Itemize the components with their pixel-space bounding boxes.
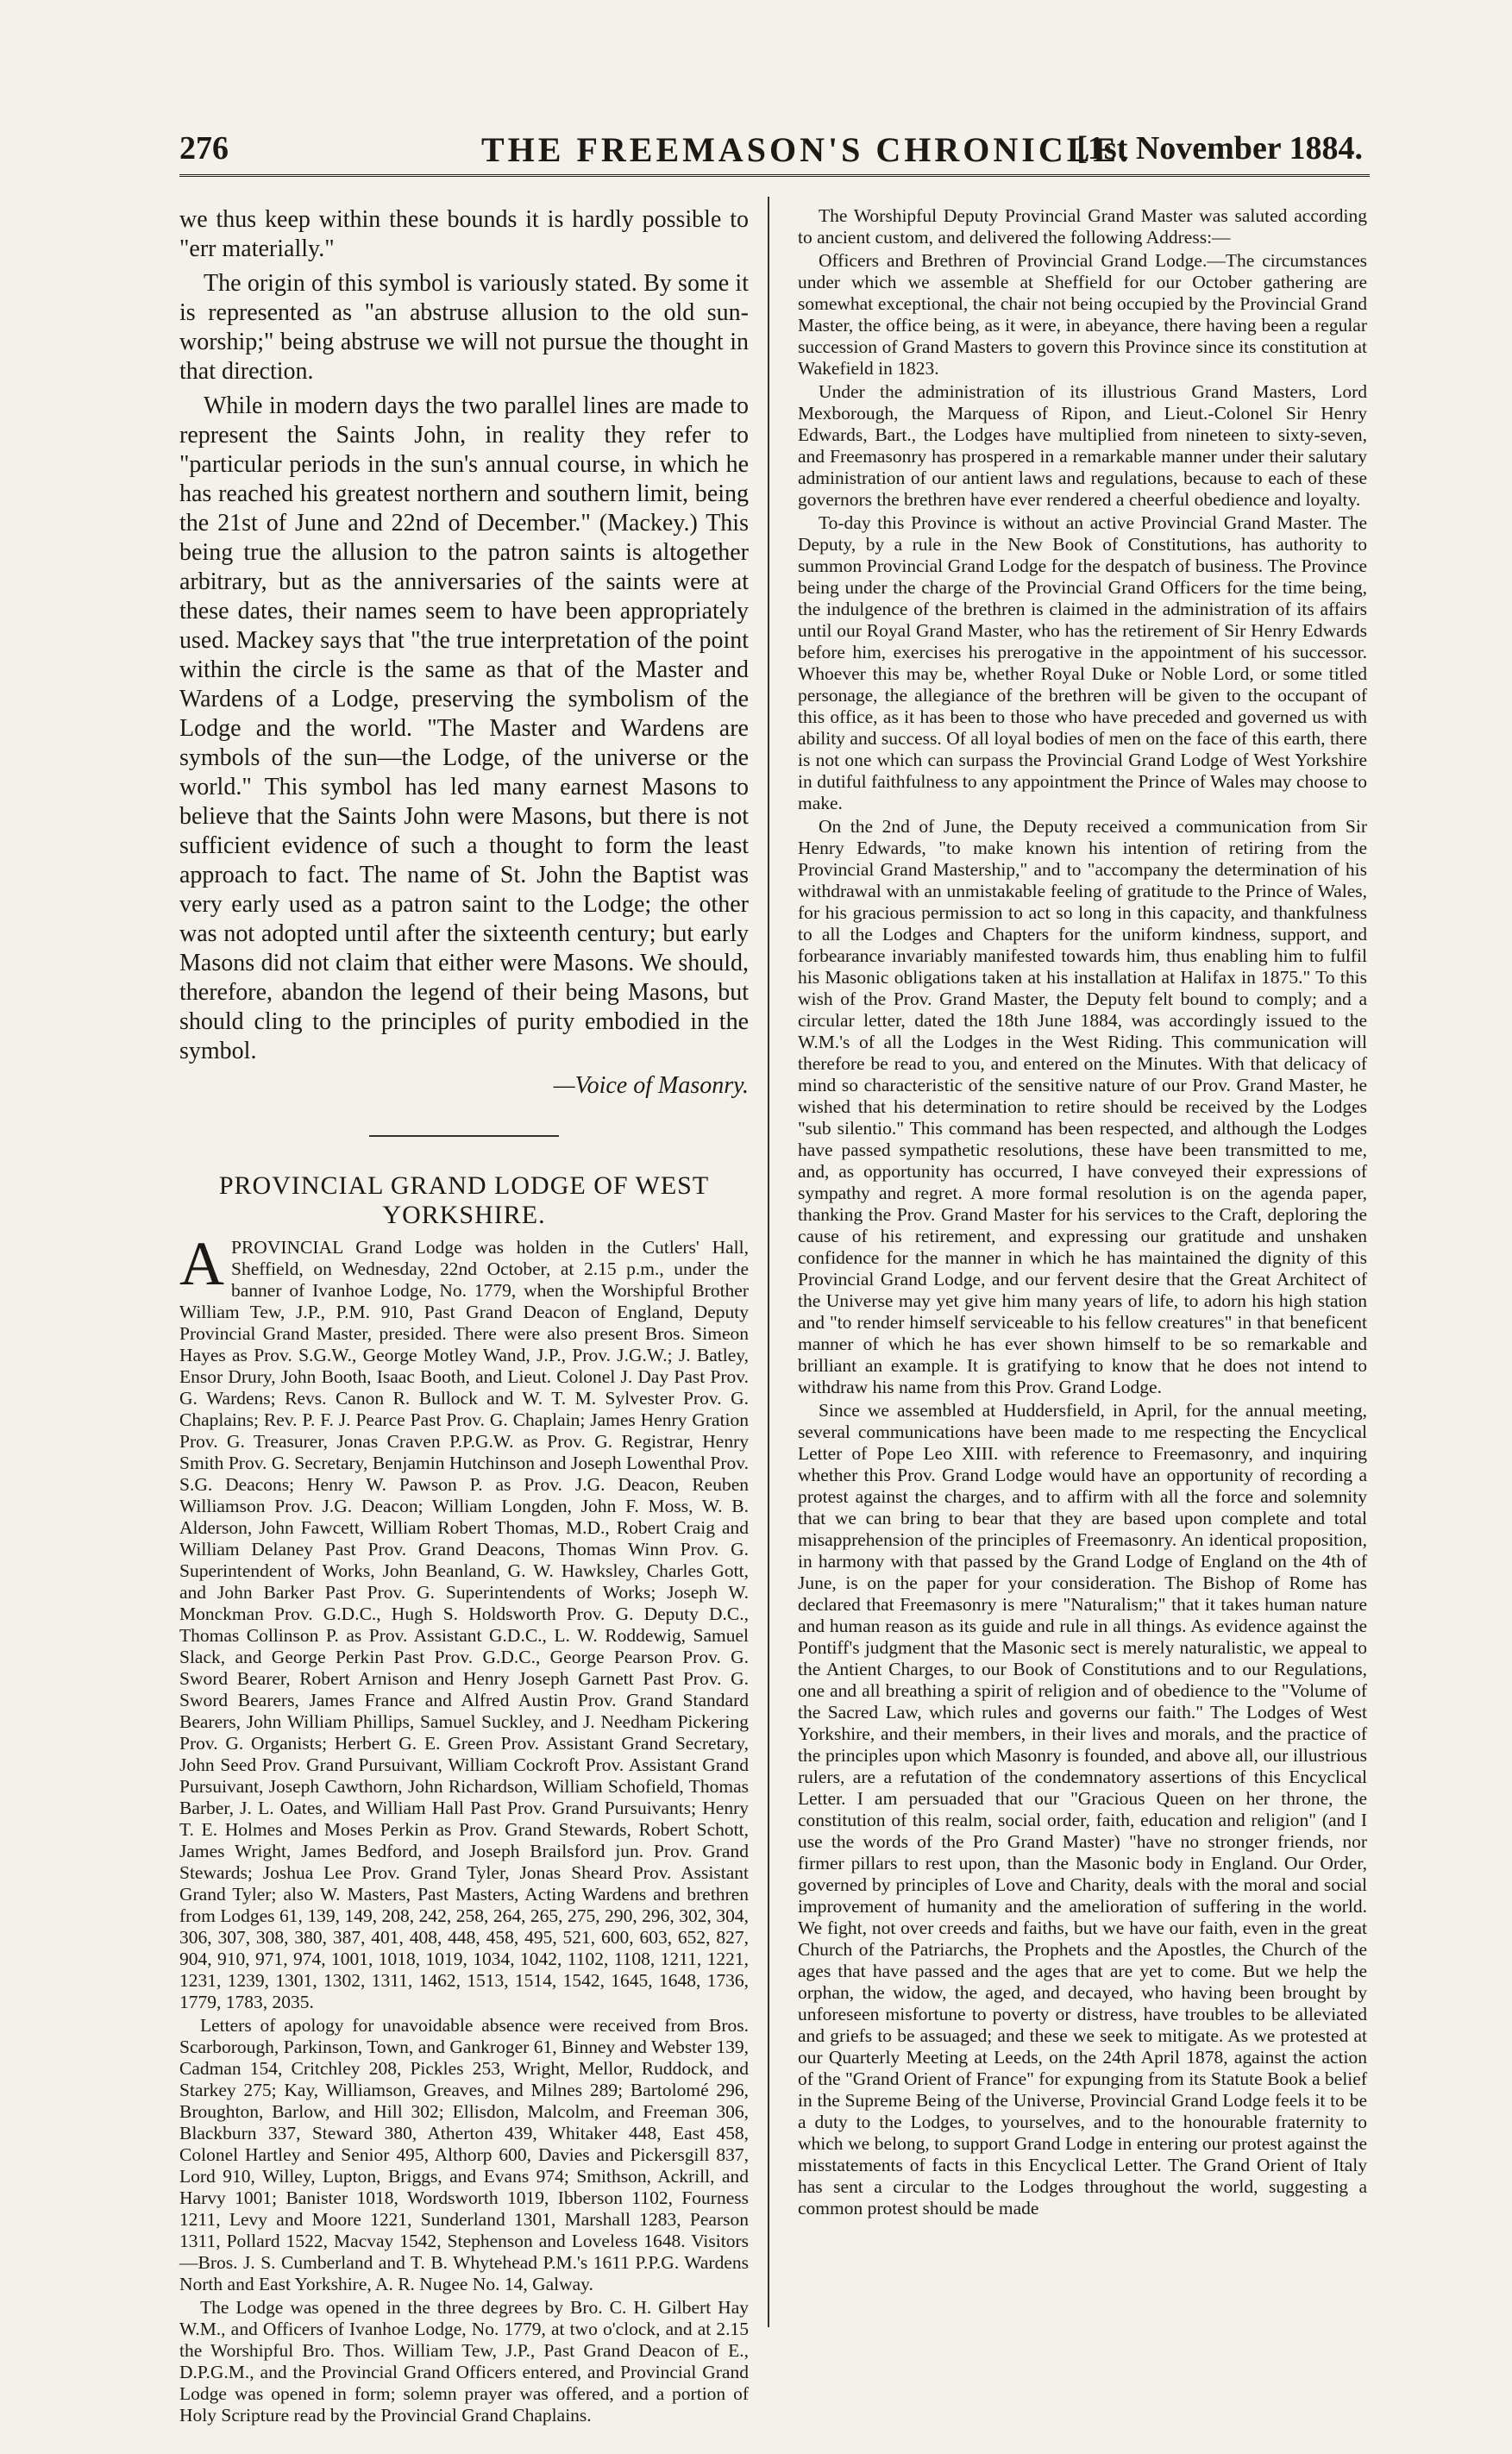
paragraph: On the 2nd of June, the Deputy received a communication from Sir Henry Edwards, "to make known his intention of retiring from the Provincial Grand Mastership," and to "accompany the determination of his withdrawal with an unmistakable feeling of gratitude to the Prince of Wales, for his gracious permission to act so long in this capacity, and thankfulness to all the Lodges and Chapters for the uniform kindness, support, and forbearance invariably manifested towards him, thus enabling him to fulfil his Masonic obligations taken at his installation at Halifax in 1875." To this wish of the Prov. Grand Master, the Deputy felt bound to comply; and a circular letter, dated the 18th June 1884, was accordingly issued to the W.M.'s of all the Lodges in the West Riding. This communication will therefore be read to you, and entered on the Minutes. With that delicacy of mind so characteristic of the sensitive nature of our Prov. Grand Master, he wished that his determination to retire should be received by the Lodges "sub silentio." This command has been respected, and although the Lodges have passed sympathetic resolutions, these have been transmitted to me, and, as opportunity has occurred, I have conveyed their expressions of sympathy and regret. A more formal resolution is on the agenda paper, thanking the Prov. Grand Master for his services to the Craft, deploring the cause of his retirement, and expressing our gratitude and unshaken confidence for the manner in which he has maintained the dignity of this Provincial Grand Lodge, and our fervent desire that the Great Architect of the Universe may yet give him many years of life, to adorn his high station and "to render himself serviceable to his fellow creatures" in that beneficent manner of which he has ever shown himself to be so remarkable and brilliant an example. It is gratifying to know that he does not intend to withdraw his name from this Prov. Grand Lodge. <box>798 816 1367 1397</box>
paragraph <box>179 1229 749 2013</box>
section-divider <box>369 1135 559 1137</box>
issue-date: [1st November 1884. <box>1076 130 1363 166</box>
page-number: 276 <box>179 130 229 166</box>
paragraph: The origin of this symbol is variously stated. By some it is represented as "an abstruse allusion to the old sun-worship;" being abstruse we will not pursue the thought in that direction. <box>179 270 749 385</box>
paragraph: The Lodge was opened in the three degrees by Bro. C. H. Gilbert Hay W.M., and Officers of Ivanhoe Lodge, No. 1779, at two o'clock, and at 2.15 the Worshipful Bro. Thos. William Tew, J.P., Past Grand Deacon of E., D.P.G.M., and the Provincial Grand Officers entered, and Provincial Grand Lodge was opened in form; solemn prayer was offered, and a portion of Holy Scripture read by the Provincial Grand Chaplains. <box>179 2297 749 2426</box>
publication-title: THE FREEMASON'S CHRONICLE. <box>481 130 1132 169</box>
paragraph: While in modern days the two parallel lines are made to represent the Saints John, in reality they refer to "particular periods in the sun's annual course, in which he has reached his greatest northern and southern limit, being the 21st of June and 22nd of December." (Mackey.) This being true the allusion to the patron saints is altogether arbitrary, but as the anniversaries of the saints were at these dates, their names seem to have been appropriately used. Mackey says that "the true interpretation of the point within the circle is the same as that of the Master and Wardens of a Lodge, preserving the symbolism of the Lodge and the world. "The Master and Wardens are symbols of the sun—the Lodge, of the universe or the world." This symbol has led many earnest Masons to believe that the Saints John were Masons, but there is not sufficient evidence of such a thought to form the least approach to fact. The name of St. John the Baptist was very early used as a patron saint to the Lodge; the other was not adopted until after the sixteenth century; but early Masons did not claim that either were Masons. We should, therefore, abandon the legend of their being Masons, but should cling to the principles of purity embodied in the symbol. <box>179 392 749 1064</box>
paragraph: Since we assembled at Huddersfield, in April, for the annual meeting, several communications have been made to me respecting the Encyclical Letter of Pope Leo XIII. with reference to Freemasonry, and inquiring whether this Prov. Grand Lodge would have an opportunity of recording a protest against the charges, and to affirm with all the force and solemnity that we can bring to bear that they are based upon complete and total misapprehension of the principles of Freemasonry. An identical proposition, in harmony with that passed by the Grand Lodge of England on the 4th of June, is on the paper for your consideration. The Bishop of Rome has declared that Freemasonry is mere "Naturalism;" that it takes human nature and human reason as its guide and rule in all things. As evidence against the Pontiff's judgment that the Masonic sect is merely naturalistic, we appeal to the Antient Charges, to our Book of Constitutions and to our Regulations, one and all breathing a spirit of religion and of obedience to the "Volume of the Sacred Law, which rules and governs our faith." The Lodges of West Yorkshire, and their members, in their lives and morals, and the practice of the principles upon which Masonry is founded, and above all, our illustrious rulers, are a refutation of the condemnatory assertions of this Encyclical Letter. I am persuaded that our "Gracious Queen on her throne, the constitution of this realm, social order, faith, education and religion" (and I use the words of the Pro Grand Master) "have no stronger friends, nor firmer pillars to rest upon, than the Masonic body in England. Our Order, governed by principles of Love and Charity, deals with the moral and social improvement of humanity and the amelioration of suffering in the world. We fight, not over creeds and faiths, but we have our faith, even in the great Church of the Patriarchs, the Prophets and the Apostles, the Church of the ages that have passed and the ages that are yet to come. But we help the orphan, the widow, the aged, and decayed, who having been brought by unforeseen misfortune to poverty or distress, have troubles to be alleviated and griefs to be assuaged; and these we seek to mitigate. As we protested at our Quarterly Meeting at Leeds, on the 24th April 1878, against the action of the "Grand Orient of France" for expunging from its Statute Book a belief in the Supreme Being of the Universe, Provincial Grand Lodge feels it to be a duty to the Lodges, to yourselves, and to the honourable fraternity to which we belong, to support Grand Lodge in entering our protest against the misstatements of facts in this Encyclical Letter. The Grand Orient of Italy has sent a circular to the Lodges throughout the world, suggesting a common protest should be made <box>798 1400 1367 2219</box>
paragraph: Under the administration of its illustrious Grand Masters, Lord Mexborough, the Marquess of Ripon, and Lieut.-Colonel Sir Henry Edwards, Bart., the Lodges have multiplied from nineteen to sixty-seven, and Freemasonry has prospered in a remarkable manner under their salutary administration of our antient laws and regulations, because to each of these governors the brethren have ever rendered a cheerful obedience and loyalty. <box>798 381 1367 510</box>
paragraph: we thus keep within these bounds it is hardly possible to "err materially." <box>179 206 749 262</box>
paragraph: The Worshipful Deputy Provincial Grand Master was saluted according to ancient custom, and delivered the following Address:— <box>798 205 1367 248</box>
column-rule <box>768 197 769 2327</box>
article-source: —Voice of Masonry. <box>553 1072 749 1099</box>
drop-cap: A <box>179 1229 224 1298</box>
left-column <box>179 205 749 2426</box>
paragraph: Letters of apology for unavoidable absence were received from Bros. Scarborough, Parkinson, Town, and Gankroger 61, Binney and Webster 139, Cadman 154, Critchley 208, Pickles 253, Wright, Mellor, Ruddock, and Starkey 275; Kay, Williamson, Greaves, and Milnes 289; Bartolomé 296, Broughton, Barlow, and Hill 302; Ellisdon, Malcolm, and Freeman 306, Blackburn 337, Steward 380, Atherton 439, Whitaker 448, East 458, Colonel Hartley and Senior 495, Althorp 600, Davies and Pickersgill 837, Lord 910, Willey, Lupton, Briggs, and Evans 974; Smithson, Ackrill, and Harvy 1001; Banister 1018, Wordsworth 1019, Ibberson 1102, Fourness 1211, Levy and Moore 1221, Sunderland 1301, Marshall 1283, Pearson 1311, Pollard 1522, Macvay 1542, Stephenson and Loveless 1648. Visitors—Bros. J. S. Cumberland and T. B. Whytehead P.M.'s 1611 P.P.G. Wardens North and East Yorkshire, A. R. Nugee No. 14, Galway. <box>179 2015 749 2294</box>
article-heading: PROVINCIAL GRAND LODGE OF WEST YORKSHIRE. <box>218 1171 710 1229</box>
right-column <box>798 205 1367 2327</box>
page-header <box>179 129 1370 177</box>
paragraph: To-day this Province is without an active Provincial Grand Master. The Deputy, by a rule in the New Book of Constitutions, has authority to summon Provincial Grand Lodge for the despatch of business. The Province being under the charge of the Provincial Grand Officers for the time being, the indulgence of the brethren is claimed in the administration of its affairs until our Royal Grand Master, who has the retirement of Sir Henry Edwards before him, exercises his prerogative in the appointment of his successor. Whoever this may be, whether Royal Duke or Noble Lord, or some titled personage, the allegiance of the brethren will be given to the occupant of this office, as it has been to those who have preceded and governed us with ability and success. Of all loyal bodies of men on the face of this earth, there is not one which can surpass the Provincial Grand Lodge of West Yorkshire in dutiful faithfulness to any appointment the Prince of Wales may choose to make. <box>798 512 1367 813</box>
paragraph: Officers and Brethren of Provincial Grand Lodge.—The circumstances under which we assemble at Sheffield for our October gathering are somewhat exceptional, the chair not being occupied by the Provincial Grand Master, the office being, as it were, in abeyance, there having been a regular succession of Grand Masters to govern this Province since its constitution at Wakefield in 1823. <box>798 250 1367 379</box>
paragraph-text: PROVINCIAL Grand Lodge was holden in the Cutlers' Hall, Sheffield, on Wednesday, 22nd October, at 2.15 p.m., under the banner of Ivanhoe Lodge, No. 1779, when the Worshipful Brother William Tew, J.P., P.M. 910, Past Grand Deacon of England, Deputy Provincial Grand Master, presided. There were also present Bros. Simeon Hayes as Prov. S.G.W., George Motley Wand, J.P., Prov. J.G.W.; J. Batley, Ensor Drury, John Booth, Isaac Booth, and Lieut. Colonel J. Day Past Prov. G. Wardens; Revs. Canon R. Bullock and W. T. M. Sylvester Prov. G. Chaplains; Rev. P. F. J. Pearce Past Prov. G. Chaplain; James Henry Gration Prov. G. Treasurer, Jonas Craven P.P.G.W. as Prov. G. Registrar, Henry Smith Prov. G. Secretary, Benjamin Hutchinson and Joseph Lowenthal Prov. S.G. Deacons; Henry W. Pawson P. as Prov. J.G. Deacon, Reuben Williamson Prov. J.G. Deacon; William Longden, John F. Moss, W. B. Alderson, John Fawcett, William Robert Thomas, M.D., Robert Craig and William Delaney Past Prov. Grand Deacons, Thomas Winn Prov. G. Superintendent of Works, John Beanland, G. W. Hawksley, Charles Gott, and John Barker Past Prov. G. Superintendents of Works; Joseph W. Monckman Prov. G.D.C., Hugh S. Holdsworth Prov. G. Deputy D.C., Thomas Collinson P. as Prov. Assistant G.D.C., L. W. Roddewig, Samuel Slack, and George Perkin Past Prov. G.D.C., George Pearson Prov. G. Sword Bearer, Robert Arnison and Henry Joseph Garnett Past Prov. G. Sword Bearers, James France and Alfred Austin Prov. Grand Standard Bearers, John William Phillips, Samuel Suckley, and J. Needham Pickering Prov. G. Organists; Herbert G. E. Green Prov. Assistant Grand Secretary, John Seed Prov. Grand Pursuivant, William Cockroft Prov. Assistant Grand Pursuivant, Joseph Cawthorn, John Richardson, William Schofield, Thomas Barber, J. L. Oates, and William Hall Past Prov. Grand Pursuivants; Henry T. E. Holmes and Moses Perkin as Prov. Grand Stewards, Robert Schott, James Wright, James Bedford, and Joseph Brailsford jun. Prov. Grand Stewards; Joshua Lee Prov. Grand Tyler, Jonas Sheard Prov. Assistant Grand Tyler; also W. Masters, Past Masters, Acting Wardens and brethren from Lodges 61, 139, 149, 208, 242, 258, 264, 265, 275, 290, 296, 302, 304, 306, 307, 308, 380, 387, 401, 408, 448, 458, 495, 521, 600, 603, 652, 827, 904, 910, 971, 974, 1001, 1018, 1019, 1034, 1042, 1102, 1108, 1211, 1221, 1231, 1239, 1301, 1302, 1311, 1462, 1513, 1514, 1542, 1645, 1648, 1736, 1779, 1783, 2035. <box>179 1237 749 2012</box>
